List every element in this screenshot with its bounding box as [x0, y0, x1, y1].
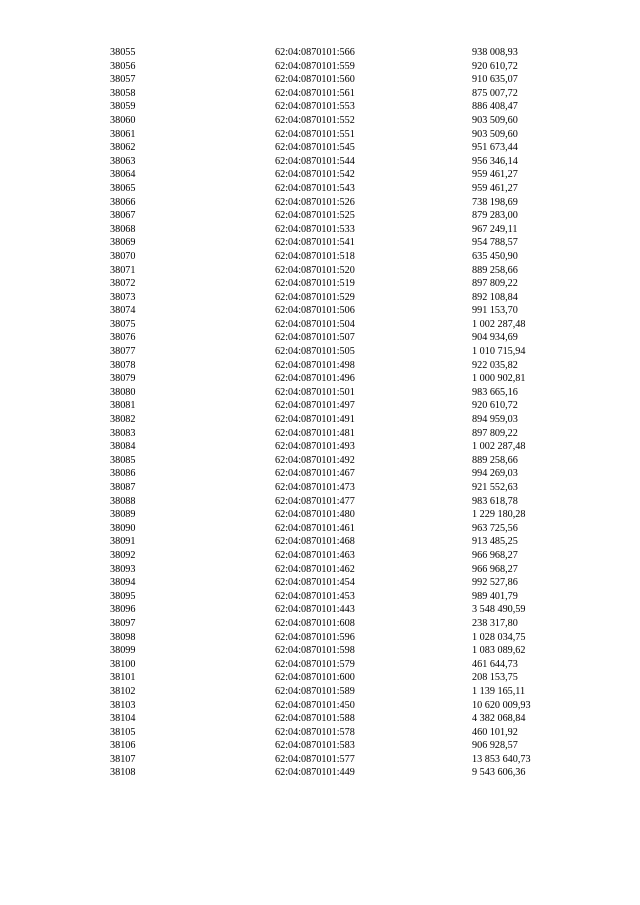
- row-number: 38091: [110, 536, 136, 548]
- cadastral-number: 62:04:0870101:520: [275, 264, 355, 276]
- row-number: 38108: [110, 767, 136, 779]
- table-row: [0, 590, 640, 604]
- table-row: [0, 60, 640, 74]
- cadastral-value: 906 928,57: [472, 740, 518, 752]
- table-row: [0, 481, 640, 495]
- cadastral-value: 904 934,69: [472, 332, 518, 344]
- table-row: [0, 685, 640, 699]
- table-row: [0, 522, 640, 536]
- row-number: 38096: [110, 604, 136, 616]
- cadastral-value: 983 618,78: [472, 495, 518, 507]
- row-number: 38060: [110, 114, 136, 126]
- cadastral-value: 903 509,60: [472, 128, 518, 140]
- table-row: [0, 753, 640, 767]
- cadastral-number: 62:04:0870101:544: [275, 155, 355, 167]
- cadastral-value: 994 269,03: [472, 468, 518, 480]
- cadastral-number: 62:04:0870101:526: [275, 196, 355, 208]
- row-number: 38093: [110, 563, 136, 575]
- row-number: 38055: [110, 47, 136, 58]
- row-number: 38105: [110, 726, 136, 738]
- cadastral-number: 62:04:0870101:542: [275, 169, 355, 181]
- cadastral-value: 921 552,63: [472, 482, 518, 493]
- cadastral-value: 897 809,22: [472, 427, 518, 439]
- table-row: [0, 114, 640, 128]
- cadastral-value: 894 959,03: [472, 414, 518, 426]
- cadastral-value: 892 108,84: [472, 291, 518, 303]
- cadastral-value: 913 485,25: [472, 536, 518, 548]
- cadastral-number: 62:04:0870101:497: [275, 400, 355, 412]
- table-row: [0, 182, 640, 196]
- table-row: [0, 603, 640, 617]
- cadastral-number: 62:04:0870101:578: [275, 726, 355, 738]
- row-number: 38087: [110, 482, 136, 493]
- row-number: 38070: [110, 250, 136, 262]
- table-row: [0, 549, 640, 563]
- table-row: [0, 236, 640, 250]
- row-number: 38097: [110, 617, 136, 629]
- cadastral-value: 951 673,44: [472, 142, 518, 154]
- row-number: 38092: [110, 549, 136, 561]
- row-number: 38107: [110, 753, 136, 765]
- cadastral-number: 62:04:0870101:551: [275, 128, 355, 140]
- table-row: [0, 291, 640, 305]
- row-number: 38085: [110, 454, 136, 466]
- cadastral-number: 62:04:0870101:577: [275, 753, 355, 765]
- row-number: 38064: [110, 169, 136, 181]
- row-number: 38095: [110, 590, 136, 602]
- row-number: 38103: [110, 699, 136, 711]
- table-row: [0, 386, 640, 400]
- cadastral-value: 1 028 034,75: [472, 631, 526, 643]
- cadastral-number: 62:04:0870101:496: [275, 373, 355, 385]
- cadastral-number: 62:04:0870101:589: [275, 685, 355, 697]
- cadastral-value: 738 198,69: [472, 196, 518, 208]
- cadastral-value: 959 461,27: [472, 182, 518, 194]
- cadastral-number: 62:04:0870101:504: [275, 318, 355, 330]
- row-number: 38076: [110, 332, 136, 344]
- row-number: 38102: [110, 685, 136, 697]
- cadastral-value: 967 249,11: [472, 223, 518, 235]
- table-row: [0, 331, 640, 345]
- table-row: [0, 576, 640, 590]
- row-number: 38066: [110, 196, 136, 208]
- table-row: [0, 87, 640, 101]
- row-number: 38063: [110, 155, 136, 167]
- row-number: 38074: [110, 305, 136, 317]
- row-number: 38086: [110, 468, 136, 480]
- table-row: [0, 264, 640, 278]
- cadastral-number: 62:04:0870101:596: [275, 631, 355, 643]
- cadastral-number: 62:04:0870101:560: [275, 74, 355, 86]
- table-row: [0, 250, 640, 264]
- cadastral-value: 992 527,86: [472, 577, 518, 589]
- row-number: 38062: [110, 142, 136, 154]
- cadastral-number: 62:04:0870101:467: [275, 468, 355, 480]
- cadastral-number: 62:04:0870101:501: [275, 386, 355, 398]
- cadastral-value: 3 548 490,59: [472, 604, 526, 616]
- table-row: [0, 563, 640, 577]
- table-row: [0, 739, 640, 753]
- row-number: 38090: [110, 522, 136, 534]
- table-row: [0, 209, 640, 223]
- cadastral-value: 10 620 009,93: [472, 699, 531, 711]
- cadastral-number: 62:04:0870101:491: [275, 414, 355, 426]
- cadastral-value: 897 809,22: [472, 278, 518, 290]
- cadastral-value: 1 002 287,48: [472, 441, 526, 453]
- cadastral-number: 62:04:0870101:561: [275, 87, 355, 99]
- table-row: [0, 617, 640, 631]
- cadastral-value: 460 101,92: [472, 726, 518, 738]
- cadastral-number: 62:04:0870101:506: [275, 305, 355, 317]
- row-number: 38072: [110, 278, 136, 290]
- cadastral-number: 62:04:0870101:525: [275, 210, 355, 222]
- table-row: [0, 155, 640, 169]
- cadastral-number: 62:04:0870101:559: [275, 60, 355, 72]
- table-row: [0, 128, 640, 142]
- cadastral-number: 62:04:0870101:519: [275, 278, 355, 290]
- cadastral-number: 62:04:0870101:463: [275, 549, 355, 561]
- row-number: 38059: [110, 101, 136, 113]
- cadastral-number: 62:04:0870101:545: [275, 142, 355, 154]
- cadastral-number: 62:04:0870101:468: [275, 536, 355, 548]
- row-number: 38067: [110, 210, 136, 222]
- table-row: [0, 359, 640, 373]
- cadastral-number: 62:04:0870101:541: [275, 237, 355, 249]
- cadastral-number: 62:04:0870101:493: [275, 441, 355, 453]
- row-number: 38088: [110, 495, 136, 507]
- cadastral-value: 983 665,16: [472, 386, 518, 398]
- cadastral-number: 62:04:0870101:600: [275, 672, 355, 684]
- cadastral-value: 9 543 606,36: [472, 767, 526, 779]
- row-number: 38081: [110, 400, 136, 412]
- row-number: 38061: [110, 128, 136, 140]
- table-row: [0, 141, 640, 155]
- row-number: 38065: [110, 182, 136, 194]
- cadastral-number: 62:04:0870101:588: [275, 713, 355, 725]
- row-number: 38079: [110, 373, 136, 385]
- table-row: [0, 100, 640, 114]
- data-table: [0, 46, 640, 780]
- table-row: [0, 440, 640, 454]
- cadastral-value: 954 788,57: [472, 237, 518, 249]
- table-row: [0, 508, 640, 522]
- cadastral-value: 1 083 089,62: [472, 645, 526, 657]
- table-row: [0, 318, 640, 332]
- row-number: 38082: [110, 414, 136, 426]
- cadastral-number: 62:04:0870101:443: [275, 604, 355, 616]
- cadastral-number: 62:04:0870101:498: [275, 359, 355, 371]
- table-row: [0, 277, 640, 291]
- row-number: 38057: [110, 74, 136, 86]
- row-number: 38098: [110, 631, 136, 643]
- cadastral-number: 62:04:0870101:453: [275, 590, 355, 602]
- cadastral-number: 62:04:0870101:462: [275, 563, 355, 575]
- table-row: [0, 223, 640, 237]
- cadastral-value: 238 317,80: [472, 617, 518, 629]
- cadastral-value: 889 258,66: [472, 454, 518, 466]
- cadastral-number: 62:04:0870101:579: [275, 658, 355, 670]
- cadastral-number: 62:04:0870101:477: [275, 495, 355, 507]
- cadastral-number: 62:04:0870101:583: [275, 740, 355, 752]
- cadastral-value: 1 010 715,94: [472, 346, 526, 358]
- table-row: [0, 495, 640, 509]
- cadastral-value: 956 346,14: [472, 155, 518, 167]
- cadastral-value: 635 450,90: [472, 250, 518, 262]
- cadastral-number: 62:04:0870101:450: [275, 699, 355, 711]
- table-row: [0, 726, 640, 740]
- cadastral-number: 62:04:0870101:480: [275, 509, 355, 521]
- table-row: [0, 699, 640, 713]
- cadastral-value: 910 635,07: [472, 74, 518, 86]
- cadastral-value: 1 000 902,81: [472, 373, 526, 385]
- table-row: [0, 766, 640, 780]
- row-number: 38100: [110, 658, 136, 670]
- cadastral-value: 920 610,72: [472, 400, 518, 412]
- cadastral-value: 920 610,72: [472, 60, 518, 72]
- row-number: 38058: [110, 87, 136, 99]
- table-row: [0, 467, 640, 481]
- row-number: 38104: [110, 713, 136, 725]
- cadastral-value: 1 229 180,28: [472, 509, 526, 521]
- table-row: [0, 196, 640, 210]
- cadastral-value: 461 644,73: [472, 658, 518, 670]
- table-row: [0, 644, 640, 658]
- cadastral-number: 62:04:0870101:608: [275, 617, 355, 629]
- cadastral-number: 62:04:0870101:529: [275, 291, 355, 303]
- cadastral-value: 886 408,47: [472, 101, 518, 113]
- cadastral-value: 959 461,27: [472, 169, 518, 181]
- cadastral-number: 62:04:0870101:481: [275, 427, 355, 439]
- cadastral-number: 62:04:0870101:553: [275, 101, 355, 113]
- cadastral-value: 208 153,75: [472, 672, 518, 684]
- table-row: [0, 454, 640, 468]
- cadastral-number: 62:04:0870101:552: [275, 114, 355, 126]
- row-number: 38056: [110, 60, 136, 72]
- row-number: 38071: [110, 264, 136, 276]
- table-row: [0, 73, 640, 87]
- cadastral-value: 1 002 287,48: [472, 318, 526, 330]
- table-row: [0, 46, 640, 60]
- table-row: [0, 372, 640, 386]
- cadastral-value: 889 258,66: [472, 264, 518, 276]
- table-row: [0, 168, 640, 182]
- table-row: [0, 427, 640, 441]
- table-row: [0, 658, 640, 672]
- cadastral-number: 62:04:0870101:533: [275, 223, 355, 235]
- row-number: 38075: [110, 318, 136, 330]
- row-number: 38099: [110, 645, 136, 657]
- cadastral-value: 1 139 165,11: [472, 685, 526, 697]
- row-number: 38077: [110, 346, 136, 358]
- row-number: 38080: [110, 386, 136, 398]
- row-number: 38073: [110, 291, 136, 303]
- cadastral-value: 13 853 640,73: [472, 753, 531, 765]
- cadastral-number: 62:04:0870101:492: [275, 454, 355, 466]
- table-row: [0, 631, 640, 645]
- row-number: 38084: [110, 441, 136, 453]
- cadastral-number: 62:04:0870101:461: [275, 522, 355, 534]
- table-row: [0, 712, 640, 726]
- cadastral-value: 875 007,72: [472, 87, 518, 99]
- table-row: [0, 399, 640, 413]
- row-number: 38094: [110, 577, 136, 589]
- cadastral-number: 62:04:0870101:449: [275, 767, 355, 779]
- cadastral-value: 903 509,60: [472, 114, 518, 126]
- cadastral-value: 991 153,70: [472, 305, 518, 317]
- row-number: 38069: [110, 237, 136, 249]
- table-row: [0, 304, 640, 318]
- cadastral-number: 62:04:0870101:507: [275, 332, 355, 344]
- cadastral-value: 922 035,82: [472, 359, 518, 371]
- row-number: 38101: [110, 672, 136, 684]
- row-number: 38083: [110, 427, 136, 439]
- cadastral-number: 62:04:0870101:505: [275, 346, 355, 358]
- table-row: [0, 535, 640, 549]
- table-row: [0, 345, 640, 359]
- cadastral-value: 938 008,93: [472, 47, 518, 58]
- cadastral-number: 62:04:0870101:473: [275, 482, 355, 493]
- cadastral-number: 62:04:0870101:454: [275, 577, 355, 589]
- table-row: [0, 413, 640, 427]
- cadastral-value: 966 968,27: [472, 549, 518, 561]
- row-number: 38078: [110, 359, 136, 371]
- cadastral-value: 966 968,27: [472, 563, 518, 575]
- cadastral-value: 879 283,00: [472, 210, 518, 222]
- cadastral-value: 963 725,56: [472, 522, 518, 534]
- table-row: [0, 671, 640, 685]
- cadastral-value: 989 401,79: [472, 590, 518, 602]
- row-number: 38068: [110, 223, 136, 235]
- row-number: 38106: [110, 740, 136, 752]
- cadastral-number: 62:04:0870101:566: [275, 47, 355, 58]
- cadastral-number: 62:04:0870101:543: [275, 182, 355, 194]
- cadastral-number: 62:04:0870101:598: [275, 645, 355, 657]
- row-number: 38089: [110, 509, 136, 521]
- cadastral-value: 4 382 068,84: [472, 713, 526, 725]
- cadastral-number: 62:04:0870101:518: [275, 250, 355, 262]
